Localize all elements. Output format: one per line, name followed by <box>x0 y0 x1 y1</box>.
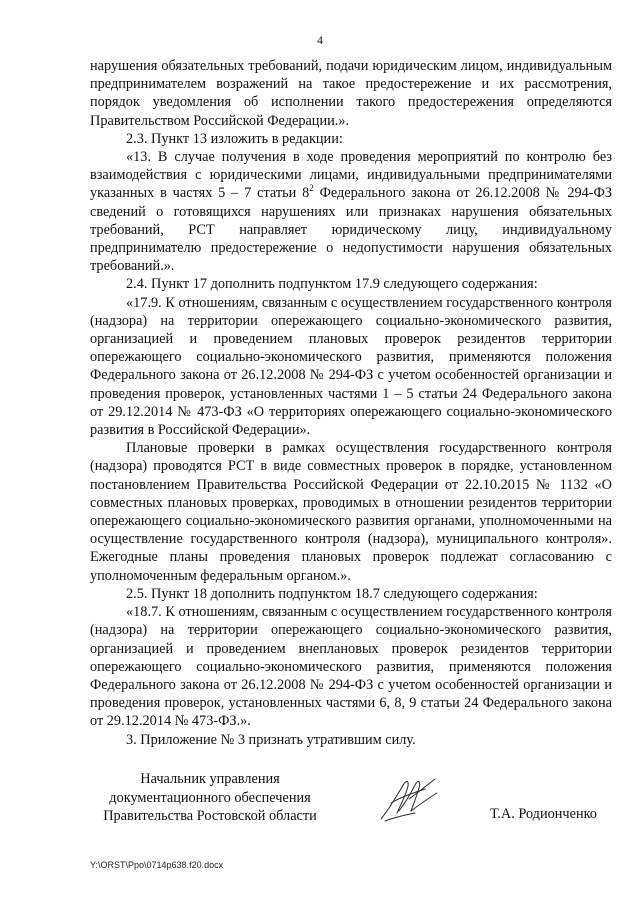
signatory-title <box>90 770 330 826</box>
file-path-footer: Y:\ORST\Ppo\0714p638.f20.docx <box>90 860 224 870</box>
signatory-title-line: Начальник управления <box>140 771 280 787</box>
handwritten-signature <box>375 773 445 825</box>
paragraph-point-18-7: «18.7. К отношениям, связанным с осуществлением государственного контроля (надзора) на территории опережающего социально-экономического развития, организацией и проведением внеплановых проверок резидентов территории опережающего социально-экономического развития, применяются положения Федерального закона от 26.12.2008 № 294-ФЗ с учетом особенностей организации и проведения проверок, установленных частями 6, 8, 9 статьи 24 Федерального закона от 29.12.2014 № 473-ФЗ.». <box>90 604 612 730</box>
paragraph-item-2-3: 2.3. Пункт 13 изложить в редакции: <box>126 130 343 147</box>
article-superscript: 2 <box>309 183 314 194</box>
paragraph-item-3: 3. Приложение № 3 признать утратившим силу. <box>126 731 416 748</box>
paragraph-item-2-4: 2.4. Пункт 17 дополнить подпунктом 17.9 следующего содержания: <box>126 276 538 293</box>
page-number: 4 <box>317 33 323 47</box>
paragraph-planned-inspections: Плановые проверки в рамках осуществления государственного контроля (надзора) проводятся РСТ в виде совместных проверок в порядке, установленном постановлением Правительства Российской Федерации от 22.10.2015 № 1132 «О совместных плановых проверках, проводимых в отношении резидентов территории опережающего социально-экономического развития органами, уполномоченными на осуществление государственного контроля (надзора), муниципального контроля». Ежегодные планы проведения плановых проверок подлежат согласованию с уполномоченным федеральным органом.». <box>90 440 612 584</box>
paragraph-point-13 <box>90 148 612 275</box>
paragraph-continuation: нарушения обязательных требований, подачи юридическим лицом, индивидуальным предпринимателем возражений на такое предостережение и их рассмотрения, порядок уведомления об исполнении такого предостережения определяются Правительством Российской Федерации.». <box>90 58 612 129</box>
paragraph-point-17-9: «17.9. К отношениям, связанным с осуществлением государственного контроля (надзора) на территории опережающего социально-экономического развития, организацией и проведением плановых проверок резидентов территории опережающего социально-экономического развития, применяются положения Федерального закона от 26.12.2008 № 294-ФЗ с учетом особенностей организации и проведения проверок, установленных частями 1 – 5 статьи 24 Федерального закона от 29.12.2014 № 473-ФЗ «О территориях опережающего социально-экономического развития в Российской Федерации». <box>90 294 612 439</box>
paragraph-item-2-5: 2.5. Пункт 18 дополнить подпунктом 18.7 следующего содержания: <box>126 585 538 602</box>
signatory-title-line: документационного обеспечения <box>109 789 311 806</box>
point-13-text-end: Федерального закона от 26.12.2008 № 294-ФЗ сведений о готовящихся нарушениях или признаках нарушения обязательных требований, РСТ направляет юридическому лицу, индивидуальному предпринимателю предостережение о недопустимости нарушения обязательных требований.». <box>90 185 612 275</box>
document-body <box>90 57 612 749</box>
signatory-name: Т.А. Родионченко <box>490 806 597 822</box>
point-13-text-start: «13. В случае получения в ходе проведения мероприятий по контролю без взаимодействия с юридическими лицами, индивидуальными предпринимателями указанных в частях 5 – 7 статьи 8 <box>90 149 612 202</box>
signatory-title-line: Правительства Ростовской области <box>103 808 317 824</box>
